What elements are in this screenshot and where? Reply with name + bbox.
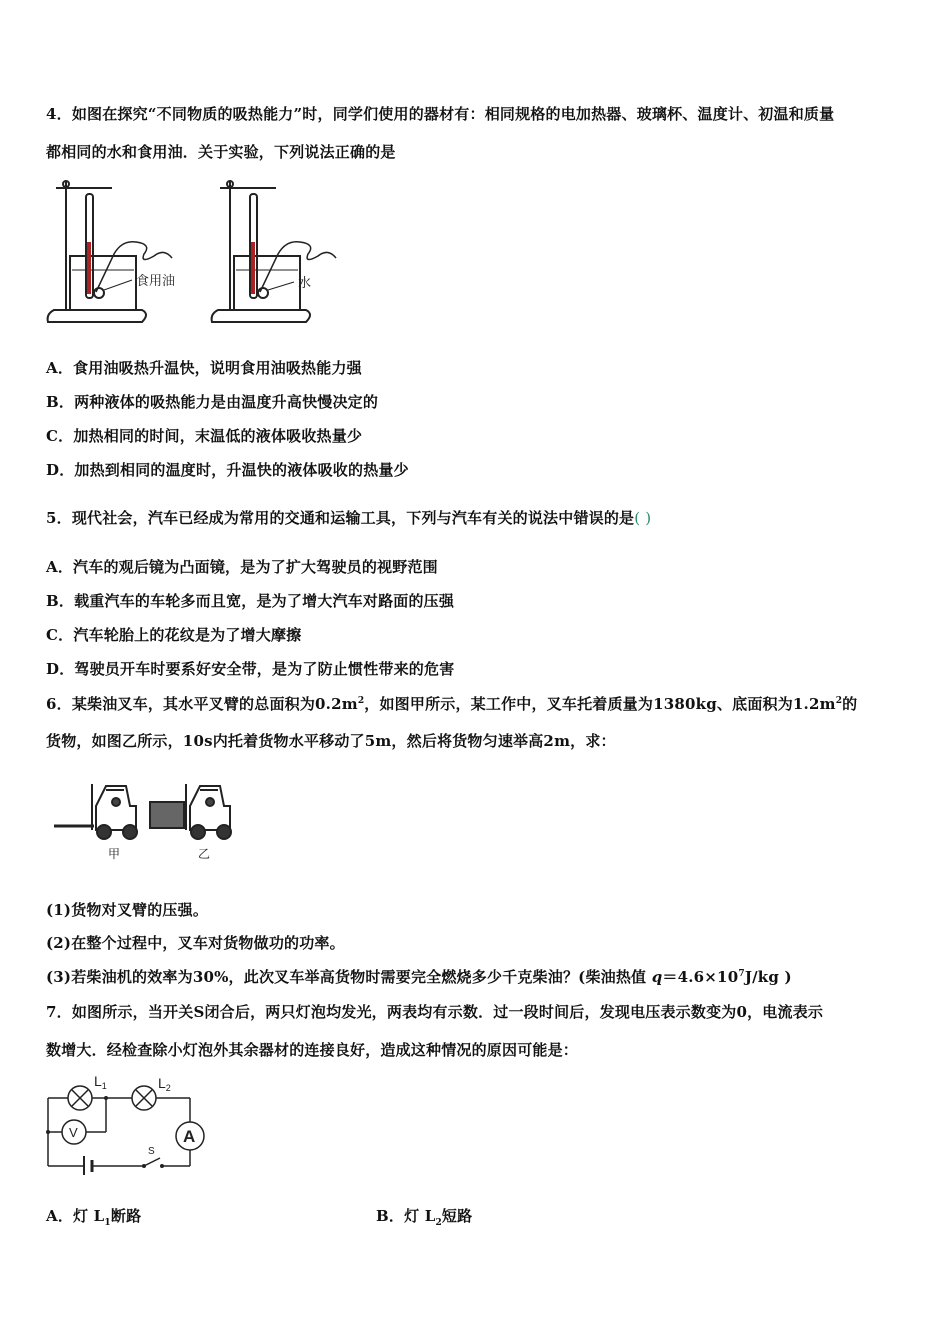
- label-jia: 甲: [108, 847, 121, 861]
- q7-option-b: [376, 1205, 472, 1226]
- q4-option-d: D．加热到相同的温度时，升温快的液体吸收的热量少: [46, 461, 409, 479]
- q6-sub1: (1)货物对叉臂的压强。: [46, 901, 209, 919]
- q6-l1-part1: 6．某柴油叉车，其水平叉臂的总面积为0.2m: [46, 695, 358, 713]
- q6-sub3-exp: 7: [738, 969, 745, 979]
- q4-stem-line2: 都相同的水和食用油．关于实验，下列说法正确的是: [46, 143, 396, 161]
- q6-l1-sup1: 2: [357, 696, 365, 706]
- q7-optB-sub: 2: [435, 1218, 442, 1228]
- q7-optA-part1: A．灯 L: [46, 1207, 105, 1225]
- switch-label: S: [148, 1146, 155, 1157]
- q6-sub3-part2: ＝4.6×10: [662, 968, 739, 986]
- q5-option-b: B．载重汽车的车轮多而且宽，是为了增大汽车对路面的压强: [46, 592, 455, 610]
- q7-stem-line2: 数增大．经检查除小灯泡外其余器材的连接良好，造成这种情况的原因可能是：: [46, 1041, 579, 1059]
- q6-l1-part2: ，如图甲所示，某工作中，叉车托着质量为1380kg、底面积为1.2m: [364, 695, 836, 713]
- label-cooking-oil: 食用油: [136, 273, 176, 288]
- q4-figure: [44, 172, 344, 336]
- q6-sub2: (2)在整个过程中，叉车对货物做功的功率。: [46, 934, 345, 952]
- q6-stem-line2: 货物，如图乙所示，10s内托着货物水平移动了5m，然后将货物匀速举高2m，求：: [46, 732, 616, 750]
- q6-stem-line1: [46, 693, 857, 714]
- q7-optA-sub: 1: [104, 1218, 111, 1228]
- q5-option-d: D．驾驶员开车时要系好安全带，是为了防止惯性带来的危害: [46, 660, 455, 678]
- voltmeter-label: V: [69, 1125, 78, 1140]
- lamp-l2-label: $L_2$: [158, 1075, 171, 1093]
- forklift-diagram: [50, 776, 240, 866]
- q4-option-c: C．加热相同的时间，末温低的液体吸收热量少: [46, 427, 363, 445]
- circuit-diagram: [44, 1070, 214, 1175]
- q5-option-a: A．汽车的观后镜为凸面镜，是为了扩大驾驶员的视野范围: [46, 558, 438, 576]
- q7-option-a: [46, 1205, 141, 1226]
- label-water: 水: [298, 275, 312, 290]
- q7-optB-part2: 短路: [441, 1207, 473, 1225]
- ammeter-label: A: [183, 1127, 196, 1146]
- q5-stem: [46, 507, 651, 528]
- q4-option-b: B．两种液体的吸热能力是由温度升高快慢决定的: [46, 393, 379, 411]
- q7-optA-part2: 断路: [110, 1207, 142, 1225]
- heating-experiment-diagram: [44, 172, 344, 332]
- q4-option-a: A．食用油吸热升温快，说明食用油吸热能力强: [46, 359, 362, 377]
- q4-stem-line1: 4．如图在探究“不同物质的吸热能力”时，同学们使用的器材有：相同规格的电加热器、玻璃杯、温度计、初温和质量: [46, 105, 835, 123]
- q6-sub3: [46, 966, 792, 987]
- q6-sub3-part1: (3)若柴油机的效率为30%，此次叉车举高货物时需要完全燃烧多少千克柴油？(柴油热值: [46, 968, 652, 986]
- q6-l1-sup2: 2: [835, 696, 843, 706]
- q7-optB-part1: B．灯 L: [376, 1207, 436, 1225]
- q5-answer-blank: ( ): [634, 509, 652, 527]
- label-yi: 乙: [198, 847, 211, 861]
- q5-option-c: C．汽车轮胎上的花纹是为了增大摩擦: [46, 626, 302, 644]
- q5-stem-text: 5．现代社会，汽车已经成为常用的交通和运输工具，下列与汽车有关的说法中错误的是: [46, 509, 635, 527]
- q6-l1-part3: 的: [842, 695, 858, 713]
- q6-sub3-part3: J/kg ): [744, 968, 792, 986]
- q7-figure: [44, 1070, 214, 1179]
- q7-stem-line1: 7．如图所示，当开关S闭合后，两只灯泡均发光，两表均有示数．过一段时间后，发现电压表示数变为0，电流表示: [46, 1003, 824, 1021]
- lamp-l1-label: $L_1$: [94, 1073, 107, 1091]
- q6-sub3-var: q: [651, 968, 663, 986]
- q6-figure: [50, 776, 240, 870]
